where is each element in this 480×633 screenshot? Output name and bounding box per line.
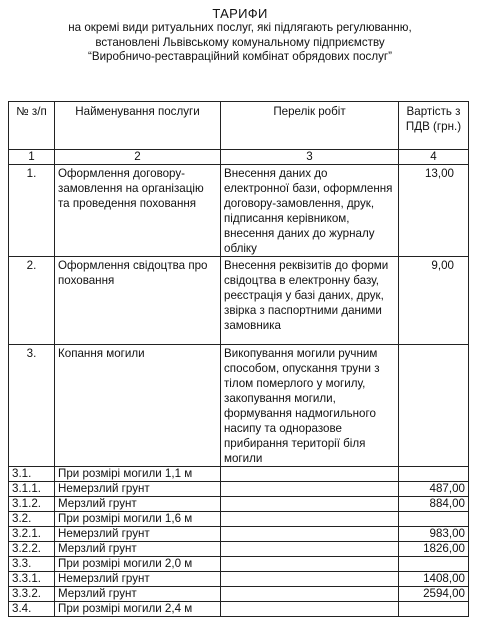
price: 2594,00	[399, 587, 469, 602]
table-row	[9, 542, 469, 557]
table-row	[9, 602, 469, 617]
service-name: Мерзлий грунт	[55, 497, 221, 512]
service-name: Мерзлий грунт	[55, 587, 221, 602]
table-row	[9, 587, 469, 602]
document-subtitle-line-3: “Виробничо-реставраційний комбінат обрядових послуг”	[87, 50, 393, 63]
table-row	[9, 467, 469, 482]
row-number: 3.1.1.	[9, 482, 55, 497]
works-list	[221, 602, 399, 617]
service-name: Мерзлий грунт	[55, 542, 221, 557]
price	[399, 467, 469, 482]
works-list	[221, 527, 399, 542]
price	[399, 557, 469, 572]
row-number: 3.2.1.	[9, 527, 55, 542]
table-row	[9, 572, 469, 587]
service-name: При розмірі могили 1,6 м	[55, 512, 221, 527]
row-number: 3.	[9, 345, 55, 467]
row-number: 3.1.2.	[9, 497, 55, 512]
document-subtitle-line-2: встановлені Львівському комунальному підприємству	[95, 35, 385, 49]
service-name: Копання могили	[55, 345, 221, 467]
header-service-name: Найменування послуги	[55, 102, 221, 150]
table-row	[9, 557, 469, 572]
works-list	[221, 572, 399, 587]
service-name: Немерзлий грунт	[55, 572, 221, 587]
price: 1408,00	[399, 572, 469, 587]
row-number: 3.3.1.	[9, 572, 55, 587]
service-name: Немерзлий грунт	[55, 527, 221, 542]
works-list	[221, 542, 399, 557]
document-header	[0, 6, 480, 65]
table-header-row	[9, 102, 469, 150]
row-number: 1.	[9, 165, 55, 257]
service-name: Оформлення свідоцтва про поховання	[55, 257, 221, 345]
row-number: 2.	[9, 257, 55, 345]
works-list	[221, 557, 399, 572]
price: 13,00	[399, 165, 469, 257]
row-number: 3.2.	[9, 512, 55, 527]
column-index: 4	[399, 150, 469, 165]
price: 983,00	[399, 527, 469, 542]
service-name: При розмірі могили 1,1 м	[55, 467, 221, 482]
table-row	[9, 165, 469, 257]
tariffs-table	[8, 101, 469, 617]
row-number: 3.3.2.	[9, 587, 55, 602]
works-list	[221, 482, 399, 497]
works-list: Внесення реквізитів до форми свідоцтва в електронну базу, реєстрація у базі даних, друк, звірка з паспортними даними замовника	[221, 257, 399, 345]
service-name: Оформлення договору-замовлення на організацію та проведення поховання	[55, 165, 221, 257]
table-row	[9, 345, 469, 467]
header-price: Вартість з ПДВ (грн.)	[399, 102, 469, 150]
row-number: 3.2.2.	[9, 542, 55, 557]
works-list	[221, 587, 399, 602]
price	[399, 512, 469, 527]
works-list	[221, 497, 399, 512]
column-index: 2	[55, 150, 221, 165]
price: 884,00	[399, 497, 469, 512]
service-name: При розмірі могили 2,0 м	[55, 557, 221, 572]
row-number: 3.3.	[9, 557, 55, 572]
table-row	[9, 512, 469, 527]
column-index-row	[9, 150, 469, 165]
works-list	[221, 467, 399, 482]
table-body	[9, 150, 469, 617]
table-row	[9, 482, 469, 497]
table-header	[9, 102, 469, 150]
column-index: 1	[9, 150, 55, 165]
works-list: Викопування могили ручним способом, опускання труни з тілом померлого у могилу, закопування могили, формування надмогильного насипу та одноразове прибирання території біля могили	[221, 345, 399, 467]
works-list	[221, 512, 399, 527]
service-name: При розмірі могили 2,4 м	[55, 602, 221, 617]
service-name: Немерзлий грунт	[55, 482, 221, 497]
column-index: 3	[221, 150, 399, 165]
header-works-list: Перелік робіт	[221, 102, 399, 150]
price: 9,00	[399, 257, 469, 345]
price	[399, 602, 469, 617]
header-number: № з/п	[9, 102, 55, 150]
price: 487,00	[399, 482, 469, 497]
price	[399, 345, 469, 467]
table-row	[9, 257, 469, 345]
row-number: 3.4.	[9, 602, 55, 617]
document-subtitle-line-1: на окремі види ритуальних послуг, які підлягають регулюванню,	[68, 21, 412, 34]
document-title: ТАРИФИ	[212, 6, 268, 21]
table-row	[9, 527, 469, 542]
table-row	[9, 497, 469, 512]
price: 1826,00	[399, 542, 469, 557]
row-number: 3.1.	[9, 467, 55, 482]
works-list: Внесення даних до електронної бази, оформлення договору-замовлення, друк, підписання керівником, внесення даних до журналу обліку	[221, 165, 399, 257]
